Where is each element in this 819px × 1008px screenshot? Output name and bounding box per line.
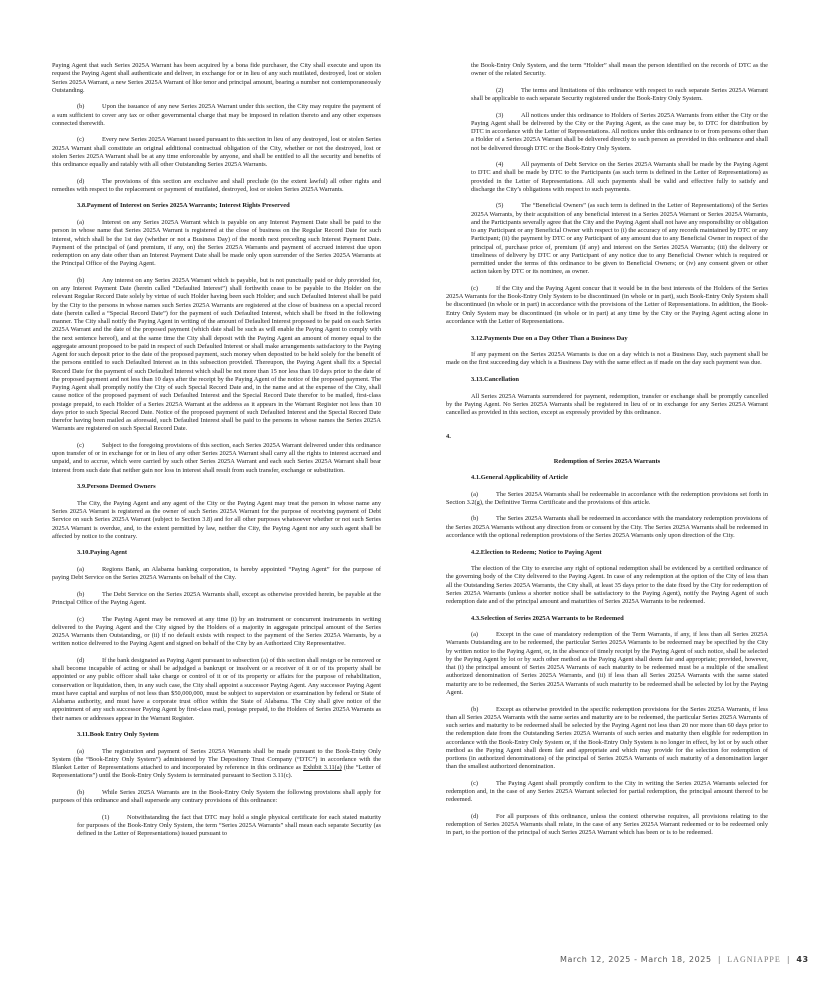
section-3-11-b-1-continuation: the Book-Entry Only System, and the term “Holder” shall mean the person identified on the records of DTC as the owner of the related Security. xyxy=(471,62,768,78)
left-column xyxy=(52,62,381,847)
section-3-13: All Series 2025A Warrants surrendered for payment, redemption, transfer or exchange shall be promptly cancelled by the Paying Agent. No Series 2025A Warrants shall be registered in lieu of or in exchange for any Series 2025A Warrant cancelled as provided in this section, except as expressly provided by this ordinance. xyxy=(446,392,768,417)
heading-3-12: 3.12.Payments Due on a Day Other Than a Business Day xyxy=(471,334,628,342)
section-3-9: The City, the Paying Agent and any agent of the City or the Paying Agent may treat the person in whose name any Series 2025A Warrant is registered as the owner of such Series 2025A Warrant for the purpose of receiving payment of Debt Service on such Series 2025A Warrant (subject to Section 3.8) and for all other purposes whatsoever whether or not such Series 2025A Warrant is overdue, and, to the extent permitted by law, neither the City, the Paying Agent nor any such agent shall be affected by notice to the contrary. xyxy=(52,499,381,540)
section-3-10-d: (d) If the bank designated as Paying Agent pursuant to subsection (a) of this section shall resign or be removed or shall become incapable of acting or shall be adjudged a bankrupt or insolvent or a receiver of it or of its property shall be appointed or any public officer shall take charge or control of it or of its property or affairs for the purpose of rehabilitation, conservation or liquidation, then, in any such case, the City shall appoint a successor Paying Agent. Any successor Paying Agent must have capital and surplus of not less than $50,000,000, must be subject to supervision or examination by federal or State of Alabama authority, and must have a corporate trust office within the State of Alabama. The City shall give notice of the appointment of any such successor Paying Agent by first-class mail, postage prepaid, to the Holders of Series 2025A Warrants as their names or addresses appear in the Warrant Register. xyxy=(52,656,381,722)
article-title: Redemption of Series 2025A Warrants xyxy=(553,457,661,465)
heading-3-8: 3.8.Payment of Interest on Series 2025A Warrants; Interest Rights Preserved xyxy=(77,202,290,210)
section-4-3-b: (b) Except as otherwise provided in the specific redemption provisions for the Series 2025A Warrants, if less than all Series 2025A Warrants with the same series and maturity are to be redeemed, the particular Series 2025A Warrants of such series and maturity to be redeemed shall be selected by the Paying Agent not less than 20 nor more than 60 days prior to the redemption date from the Outstanding Series 2025A Warrants of such series and maturity then eligible for redemption in accordance with the Book-Entry Only System or, if the Book-Entry Only System is no longer in effect, by lot or by such other method as the Paying Agent shall deem fair and appropriate and which may provide for the selection for redemption of portions (in authorized denominations) of the principal of Series 2025A Warrants of such maturity of a denomination larger than the smallest authorized denomination. xyxy=(446,705,768,771)
paragraph-continuation: Paying Agent that such Series 2025A Warrant has been acquired by a bona fide purchaser, the City shall execute and upon its request the Paying Agent shall authenticate and deliver, in exchange for or in lieu of any such mutilated, destroyed, lost or stolen Series 2025A Warrant, a new Series 2025A Warrant of like tenor and principal amount, bearing a number not contemporaneously Outstanding. xyxy=(52,62,381,94)
footer-separator: | xyxy=(786,955,791,964)
page-number: 43 xyxy=(796,955,809,964)
section-3-7-d: (d) The provisions of this section are exclusive and shall preclude (to the extent lawful) all other rights and remedies with respect to the replacement or payment of mutilated, destroyed, lost or stolen Series 2025A Warrants. xyxy=(52,177,381,193)
issue-date-range: March 12, 2025 - March 18, 2025 xyxy=(560,955,712,964)
section-3-11-b-1: (1) Notwithstanding the fact that DTC may hold a single physical certificate for each stated maturity for purposes of the Book-Entry Only System, the term “Series 2025A Warrants” shall mean each separate Security (as defined in the Letter of Representations) issued pursuant to xyxy=(77,813,381,838)
exhibit-link[interactable]: Exhibit 3.11(a) xyxy=(303,764,342,772)
heading-3-10: 3.10.Paying Agent xyxy=(77,549,128,557)
section-3-10-c: (c) The Paying Agent may be removed at any time (i) by an instrument or concurrent instruments in writing delivered to the Paying Agent and the City signed by the Holders of a majority in aggregate principal amount of the Series 2025A Warrants then Outstanding, or (ii) if no default exists with respect to the payment of the Series 2025A Warrants, by a written notice delivered to the Paying Agent and signed on behalf of the City by an Authorized City Representative. xyxy=(52,615,381,648)
page-footer xyxy=(560,955,809,964)
publication-name: LAGNIAPPE xyxy=(727,955,781,964)
section-4-1-a: (a) The Series 2025A Warrants shall be redeemable in accordance with the redemption provisions set forth in Section 3.2(g), the Definitive Terms Certificate and the provisions of this article. xyxy=(446,490,768,506)
right-column xyxy=(446,62,768,846)
section-3-12: If any payment on the Series 2025A Warrants is due on a day which is not a Business Day, such payment shall be made on the first succeeding day which is a Business Day with the same effect as if made on the day such payment was due. xyxy=(446,351,768,367)
heading-4-2: 4.2.Election to Redeem; Notice to Paying Agent xyxy=(471,548,602,556)
section-3-11-b: (b) While Series 2025A Warrants are in the Book-Entry Only System the following provisions shall apply for purposes of this ordinance and shall supersede any contrary provisions of this ordinance: xyxy=(52,788,381,805)
section-3-11-b-2: (2) The terms and limitations of this ordinance with respect to each separate Series 2025A Warrant shall be applicable to each separate Security registered under the Book-Entry Only System. xyxy=(471,86,768,103)
section-4-2: The election of the City to exercise any right of optional redemption shall be evidenced by a certified ordinance of the governing body of the City delivered to the Paying Agent. In case of any redemption at the option of the City of less than all the Outstanding Series 2025A Warrants, the City shall, at least 35 days prior to the date fixed by the City for redemption of Series 2025A Warrants (unless a shorter notice shall be satisfactory to the Paying Agent), notify the Paying Agent of such redemption date and of the principal amount and maturities of Series 2025A Warrants to be redeemed. xyxy=(446,565,768,606)
section-3-11-a: (a) The registration and payment of Series 2025A Warrants shall be made pursuant to the Book-Entry Only System (the “Book-Entry Only System”) administered by The Depository Trust Company (“DTC”) in accordance with the Blanket Letter of Representations attached to and incorporated by reference in this ordinance as Exhibit 3.11(a) (the “Letter of Representations”) until the Book-Entry Only System is terminated pursuant to Section 3.11(c). xyxy=(52,747,381,780)
section-4-1-b: (b) The Series 2025A Warrants shall be redeemed in accordance with the mandatory redemption provisions of the Series 2025A Warrants without any direction from or consent by the City. The Series 2025A Warrants shall be redeemed in accordance with the optional redemption provisions of the Series 2025A Warrants only upon direction of the City. xyxy=(446,515,768,539)
heading-4-3: 4.3.Selection of Series 2025A Warrants to be Redeemed xyxy=(471,614,624,622)
section-3-11-c: (c) If the City and the Paying Agent concur that it would be in the best interests of the Holders of the Series 2025A Warrants for the Book-Entry Only System to be discontinued (in whole or in part), such Book-Entry Only System shall be discontinued (in whole or in part) in accordance with the provisions of the Letter of Representations. In addition, the Book-Entry Only System may be discontinued (in whole or in part) at any time by the City or the Paying Agent acting alone in accordance with the Letter of Representations. xyxy=(446,284,768,325)
section-3-7-b: (b) Upon the issuance of any new Series 2025A Warrant under this section, the City may require the payment of a sum sufficient to cover any tax or other governmental charge that may be imposed in relation thereto and any other expenses connected therewith. xyxy=(52,103,381,127)
section-4-3-d: (d) For all purposes of this ordinance, unless the context otherwise requires, all provisions relating to the redemption of Series 2025A Warrants shall relate, in the case of any Series 2025A Warrant redeemed or to be redeemed only in part, to the portion of the principal of such Series 2025A Warrant which has been or is to be redeemed. xyxy=(446,812,768,837)
section-3-10-b: (b) The Debt Service on the Series 2025A Warrants shall, except as otherwise provided herein, be payable at the Principal Office of the Paying Agent. xyxy=(52,590,381,606)
section-4-3-c: (c) The Paying Agent shall promptly confirm to the City in writing the Series 2025A Warrants selected for redemption and, in the case of any Series 2025A Warrant selected for partial redemption, the principal amount thereof to be redeemed. xyxy=(446,779,768,804)
section-3-11-b-5: (5) The “Beneficial Owners” (as such term is defined in the Letter of Representations) of the Series 2025A Warrants, by their acquisition of any beneficial interest in a Series 2025A Warrant or Series 2025A Warrants, and the Participants severally agree that the City and the Paying Agent shall not have any responsibility or obligation to any Participant or any Beneficial Owner with respect to (i) the accuracy of any records maintained by DTC or any Participant; (ii) the payment by DTC or any Participant of any amount due to any Beneficial Owner in respect of the principal of, purchase price of, premium (if any) and interest on the Series 2025A Warrants; (iii) the delivery or timeliness of delivery by DTC or any Participant of any notice due to any Beneficial Owner which is required or permitted under the terms of this ordinance to be given to Beneficial Owners; or (iv) any consent given or other action taken by DTC or its nominee, as owner. xyxy=(471,202,768,276)
article-number: 4. xyxy=(446,433,451,441)
section-3-8-a: (a) Interest on any Series 2025A Warrant which is payable on any Interest Payment Date shall be paid to the person in whose name that Series 2025A Warrant is registered at the close of business on the Regular Record Date for such interest, which shall be the 1st day (whether or not a Business Day) of the month next preceding such Interest Payment Date. Payment of the principal of (and premium, if any, on) the Series 2025A Warrants and payment of accrued interest due upon redemption on any date other than an Interest Payment Date shall be made only upon surrender of the Series 2025A Warrants at the Principal Office of the Paying Agent. xyxy=(52,219,381,268)
section-3-11-b-4: (4) All payments of Debt Service on the Series 2025A Warrants shall be made by the Paying Agent to DTC and shall be made by DTC to the Participants (as such term is defined in the Letter of Representations) as provided in the Letter of Representations. All such payments shall be valid and effective fully to satisfy and discharge the City’s obligations with respect to such payments. xyxy=(471,161,768,193)
heading-4-1: 4.1.General Applicability of Article xyxy=(471,474,568,482)
heading-3-9: 3.9.Persons Deemed Owners xyxy=(77,483,156,491)
heading-3-13: 3.13.Cancellation xyxy=(471,375,520,383)
section-3-11-b-3: (3) All notices under this ordinance to Holders of Series 2025A Warrants from either the City or the Paying Agent shall be delivered by the City or the Paying Agent, as the case may be, to DTC for distribution by DTC in accordance with the Letter of Representations. All notices under this ordinance to or from persons other than a Holder of a Series 2025A Warrant shall be delivered directly to such person as provided in this ordinance and shall not be delivered through DTC or the Book-Entry Only System. xyxy=(471,111,768,152)
section-3-8-b: (b) Any interest on any Series 2025A Warrant which is payable, but is not punctually paid or duly provided for, on any Interest Payment Date (herein called “Defaulted Interest”) shall forthwith cease to be payable to the Holder on the relevant Regular Record Date solely by virtue of such Holder having been such Holder; and such Defaulted Interest shall be paid by the City to the persons in whose names such Series 2025A Warrants are registered at the close of business on a special record date (herein called a “Special Record Date”) for the payment of such Defaulted Interest, which shall be fixed in the following manner. The City shall notify the Paying Agent in writing of the amount of Defaulted Interest proposed to be paid on each Series 2025A Warrant and the date of the proposed payment (which date shall be such as will enable the Paying Agent to comply with the next sentence hereof), and at the same time the City shall deposit with the Paying Agent an amount of money equal to the aggregate amount proposed to be paid in respect of such Defaulted Interest or shall make arrangements satisfactory to the Paying Agent for such deposit prior to the date of the proposed payment, such money when deposited to be held solely for the benefit of the persons entitled to such Defaulted Interest as in this subsection provided. Thereupon, the Paying Agent shall fix a Special Record Date for the payment of such Defaulted Interest which shall be not more than 15 nor less than 10 days prior to the date of the proposed payment and not less than 10 days after the receipt by the Paying Agent of the notice of the proposed payment. The Paying Agent shall promptly notify the City of such Special Record Date and, in the name and at the expense of the City, shall cause notice of the proposed payment of such Defaulted Interest and the Special Record Date therefor to be mailed, first-class postage prepaid, to each Holder of a Series 2025A Warrant at the address as it appears in the Warrant Register not less than 10 days prior to such Special Record Date. Notice of the proposed payment of such Defaulted Interest and the Special Record Date therefor having been mailed as aforesaid, such Defaulted Interest shall be paid to the persons in whose names the Series 2025A Warrants are registered on such Special Record Date. xyxy=(52,276,381,433)
footer-separator: | xyxy=(717,955,722,964)
section-3-7-c: (c) Every new Series 2025A Warrant issued pursuant to this section in lieu of any destroyed, lost or stolen Series 2025A Warrant shall constitute an original additional contractual obligation of the City, whether or not the destroyed, lost or stolen Series 2025A Warrant shall be at any time enforceable by anyone, and shall be entitled to all the security and benefits of this ordinance equally and ratably with all other Outstanding Series 2025A Warrants. xyxy=(52,136,381,169)
section-3-8-c: (c) Subject to the foregoing provisions of this section, each Series 2025A Warrant delivered under this ordinance upon transfer of or in exchange for or in lieu of any other Series 2025A Warrant shall carry all the rights to interest accrued and unpaid, and to accrue, which were carried by such other Series 2025A Warrant and each such Series 2025A Warrant shall bear interest from such date that neither gain nor loss in interest shall result from such transfer, exchange or substitution. xyxy=(52,441,381,474)
section-4-3-a: (a) Except in the case of mandatory redemption of the Term Warrants, if any, if less than all Series 2025A Warrants Outstanding are to be redeemed, the particular Series 2025A Warrants to be redeemed may be specified by the City by written notice to the Paying Agent, or, in the absence of timely receipt by the Paying Agent of such notice, shall be selected by the Paying Agent by lot or by such other method as the Paying Agent shall deem fair and appropriate; provided, however, that (i) the principal amount of Series 2025A Warrants of each maturity to be redeemed must be a multiple of the smallest authorized denomination of Series 2025A Warrants, and (ii) if less than all Series 2025A Warrants with the same stated maturity are to be redeemed, the Series 2025A Warrants of such maturity to be redeemed shall be selected by lot by the Paying Agent. xyxy=(446,631,768,696)
section-3-10-a: (a) Regions Bank, an Alabama banking corporation, is hereby appointed “Paying Agent” for the purpose of paying Debt Service on the Series 2025A Warrants on behalf of the City. xyxy=(52,565,381,582)
heading-3-11: 3.11.Book Entry Only System xyxy=(77,731,159,739)
